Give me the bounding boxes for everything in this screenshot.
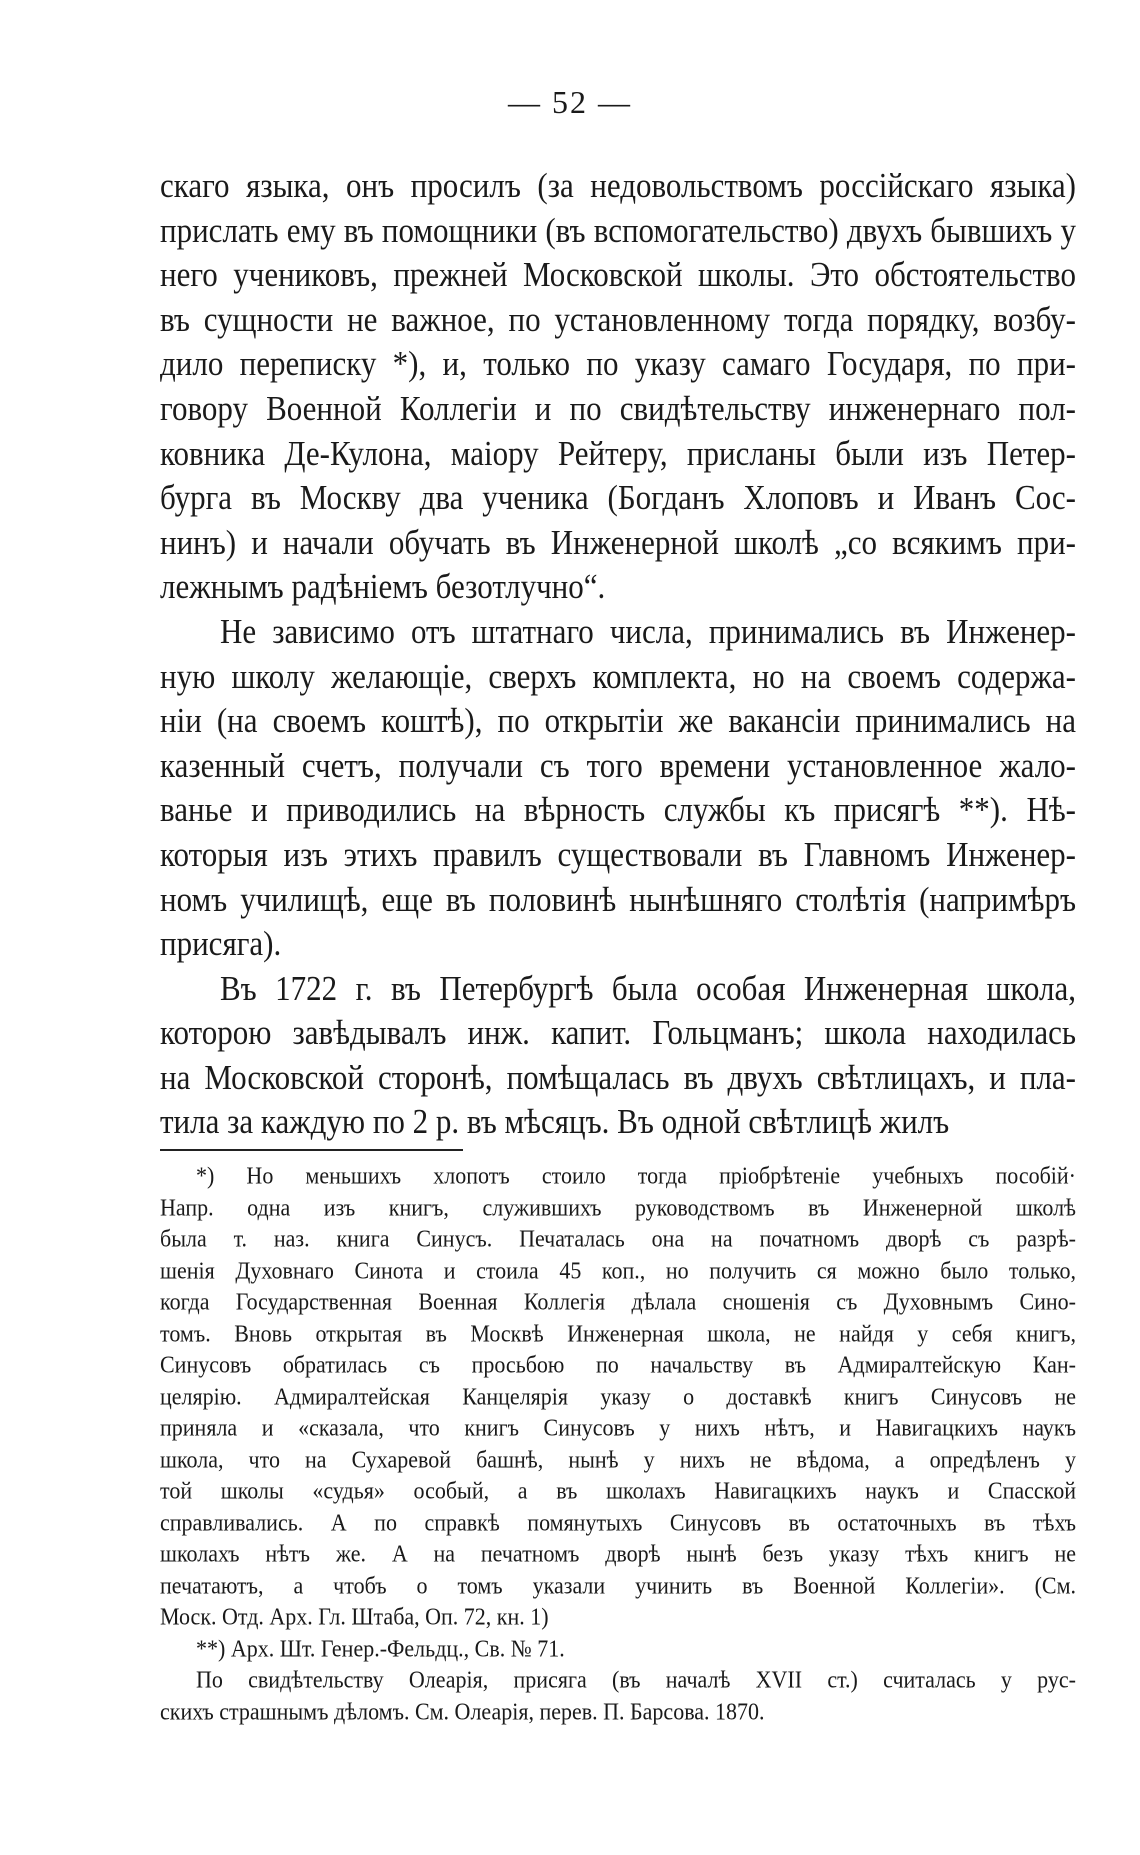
text-line: тила за каждую по 2 р. въ мѣсяцъ. Въ одной свѣтлицѣ жилъ (160, 1102, 950, 1142)
text-line: школа, что на Сухаревой башнѣ, нынѣ у нихъ не вѣдома, а опредѣленъ у (160, 1445, 1076, 1473)
text-line: номъ училищѣ, еще въ половинѣ нынѣшняго столѣтія (напримѣръ (160, 879, 1076, 919)
footnote (160, 1160, 1076, 1633)
main-text (160, 164, 1076, 1145)
text-line: которыя изъ этихъ правилъ существовали въ Главномъ Инженер- (160, 834, 1076, 874)
text-line: той школы «судья» особый, а въ школахъ Навигацкихъ наукъ и Спасской (160, 1476, 1076, 1505)
text-line: ковника Де-Кулона, маіору Рейтеру, присланы были изъ Петер- (160, 433, 1076, 473)
text-line: скаго языка, онъ просилъ (за недовольствомъ россійскаго языка) (160, 165, 1076, 206)
text-line: скихъ страшнымъ дѣломъ. См. Олеарія, перев. П. Барсова. 1870. (160, 1697, 765, 1725)
text-line: которою завѣдывалъ инж. капит. Гольцманъ; школа находилась (160, 1013, 1076, 1053)
text-line: Синусовъ обратилась съ просьбою по начальству въ Адмиралтейскую Кан- (160, 1350, 1076, 1379)
text-line: приняла и «сказала, что книгъ Синусовъ у нихъ нѣтъ, и Навигацкихъ наукъ (160, 1413, 1076, 1442)
text-line: целярію. Адмиралтейская Канцелярія указу о доставкѣ книгъ Синусовъ не (160, 1382, 1076, 1410)
footnote (160, 1633, 1076, 1665)
page-number: — 52 — (508, 84, 632, 120)
text-line: *) Но меньшихъ хлопотъ стоило тогда пріобрѣтеніе учебныхъ пособій· (196, 1161, 1076, 1190)
text-line: Не зависимо отъ штатнаго числа, принимались въ Инженер- (220, 611, 1076, 651)
text-line: Моск. Отд. Арх. Гл. Штаба, Оп. 72, кн. 1) (160, 1602, 549, 1631)
text-line: нинъ) и начали обучать въ Инженерной школѣ „со всякимъ при- (160, 522, 1076, 562)
text-line: когда Государственная Военная Коллегія дѣлала сношенія съ Духовнымъ Сино- (160, 1287, 1076, 1316)
paragraph (160, 610, 1076, 967)
text-line: школахъ нѣтъ же. А на печатномъ дворѣ нынѣ безъ указу тѣхъ книгъ не (160, 1539, 1076, 1568)
text-line: бурга въ Москву два ученика (Богданъ Хлоповъ и Иванъ Сос- (160, 477, 1076, 518)
text-line: лежнымъ радѣніемъ безотлучно“. (160, 567, 606, 607)
text-line: казенный счетъ, получали съ того времени установленное жало- (160, 745, 1076, 785)
footnotes (160, 1160, 1076, 1727)
text-line: присяга). (160, 923, 282, 964)
text-line: на Московской сторонѣ, помѣщалась въ двухъ свѣтлицахъ, и пла- (160, 1057, 1076, 1097)
text-line: была т. наз. книга Синусъ. Печаталась она на початномъ дворѣ съ разрѣ- (160, 1224, 1076, 1253)
text-line: печатаютъ, а чтобъ о томъ указали учинить въ Военной Коллегіи». (См. (160, 1571, 1076, 1599)
text-line: ніи (на своемъ коштѣ), по открытіи же вакансіи принимались на (160, 700, 1076, 741)
text-line: По свидѣтельству Олеарія, присяга (въ началѣ XVII ст.) считалась у рус- (196, 1665, 1076, 1694)
text-line: Въ 1722 г. въ Петербургѣ была особая Инженерная школа, (220, 968, 1076, 1008)
text-line: него учениковъ, прежней Московской школы. Это обстоятельство (160, 254, 1076, 295)
text-line: ную школу желающіе, сверхъ комплекта, но на своемъ содержа- (160, 656, 1076, 696)
text-line: дило переписку *), и, только по указу самаго Государя, по при- (160, 344, 1076, 384)
text-line: въ сущности не важное, по установленному тогда порядку, возбу- (160, 299, 1076, 339)
footnote-divider (160, 1149, 463, 1151)
text-line: справливались. А по справкѣ помянутыхъ Синусовъ въ остаточныхъ въ тѣхъ (160, 1508, 1076, 1536)
paragraph (160, 967, 1076, 1145)
text-line: томъ. Вновь открытая въ Москвѣ Инженерная школа, не найдя у себя книгъ, (160, 1319, 1076, 1347)
text-line: шенія Духовнаго Синота и стоила 45 коп., но получить ся можно было только, (160, 1256, 1076, 1284)
text-line: ванье и приводились на вѣрность службы къ присягѣ **). Нѣ- (160, 790, 1076, 830)
text-line: Напр. одна изъ книгъ, служившихъ руководствомъ въ Инженерной школѣ (160, 1193, 1076, 1221)
text-line: прислать ему въ помощники (въ вспомогательство) двухъ бывшихъ у (160, 210, 1076, 250)
text-line: говору Военной Коллегіи и по свидѣтельству инженернаго пол- (160, 388, 1076, 428)
footnote (160, 1664, 1076, 1727)
text-line: **) Арх. Шт. Генер.-Фельдц., Св. № 71. (196, 1634, 565, 1662)
paragraph (160, 164, 1076, 610)
